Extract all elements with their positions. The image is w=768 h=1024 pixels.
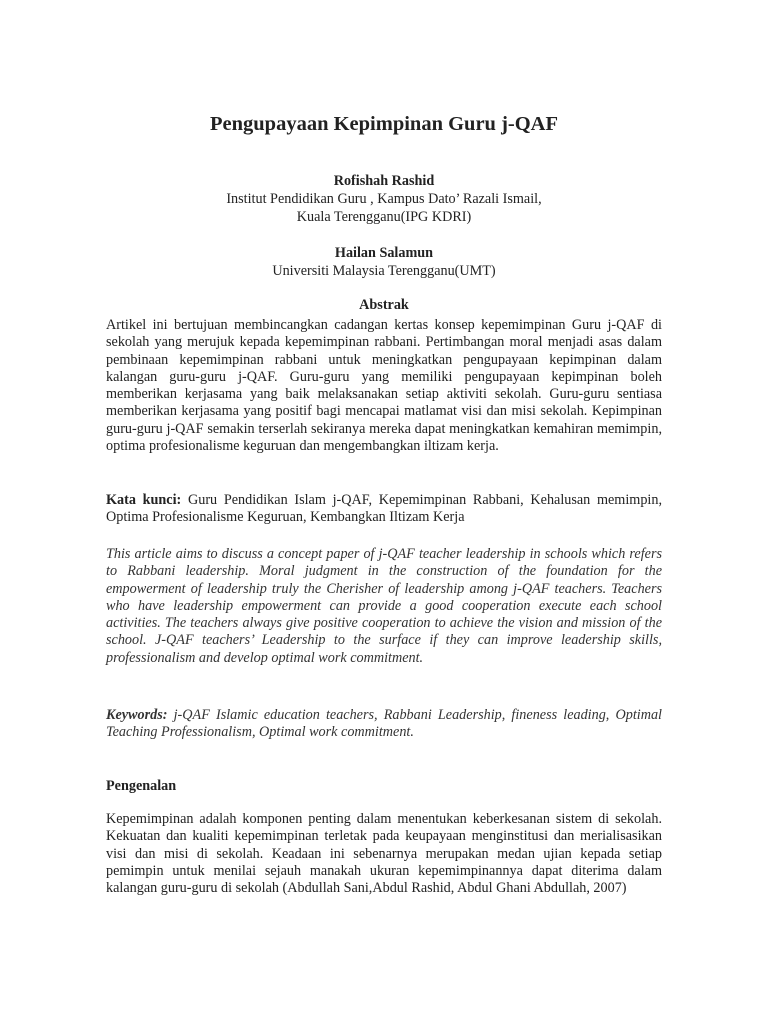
author-block-1 [0,172,768,226]
keywords-paragraph [106,707,662,742]
author-affiliation: Universiti Malaysia Terengganu(UMT) [272,263,496,279]
introduction-text: Kepemimpinan adalah komponen penting dalam menentukan keberkesanan sistem di sekolah. Kekuatan dan kualiti kepemimpinan terletak pada keupayaan menginstitusi dan merialisasikan visi dan misi di sekolah. Keadaan ini sebenarnya merupakan medan ujian kepada setiap pemimpin untuk menilai sejauh manakah ukuran kepemimpinannya dapat diterima dalam kalangan guru-guru di sekolah (Abdullah Sani,Abdul Rashid, Abdul Ghani Abdullah, 2007) [106,811,662,897]
keywords-text: j-QAF Islamic education teachers, Rabbani Leadership, fineness leading, Optimal Teaching Professionalism, Optimal work commitment. [106,707,662,741]
author-block-2 [0,244,768,280]
paper-title: Pengupayaan Kepimpinan Guru j-QAF [210,113,558,135]
author-affiliation: Institut Pendidikan Guru , Kampus Dato’ Razali Ismail, [226,191,542,207]
section-heading: Pengenalan [106,778,177,794]
author-name: Rofishah Rashid [333,173,435,189]
english-abstract: This article aims to discuss a concept paper of j-QAF teacher leadership in schools which refers to Rabbani leadership. Moral judgment in the construction of the foundation for the empowerment of leadership truly the Cherisher of leadership among j-QAF teachers. Teachers who have leadership empowerment can provide a good cooperation execute each school activities. The teachers always give positive cooperation to achieve the vision and mission of the school. J-QAF teachers’ Leadership to the surface if they can improve leadership skills, professionalism and develop optimal work commitment. [106,546,662,666]
abstract-heading: Abstrak [359,297,409,313]
kata-kunci-paragraph [106,492,662,527]
author-name: Hailan Salamun [334,245,434,261]
kata-kunci-text: Guru Pendidikan Islam j-QAF, Kepemimpinan Rabbani, Kehalusan memimpin, Optima Profesionalisme Keguruan, Kembangkan Iltizam Kerja [106,492,662,526]
author-affiliation: Kuala Terengganu(IPG KDRI) [296,209,472,225]
kata-kunci-label: Kata kunci: [106,492,182,508]
abstract-text: Artikel ini bertujuan membincangkan cadangan kertas konsep kepemimpinan Guru j-QAF di sekolah yang merujuk kepada kepemimpinan rabbani. Pertimbangan moral menjadi asas dalam pembinaan kepemimpinan rabbani untuk meningkatkan pengupayaan kepimpinan dalam kalangan guru-guru j-QAF. Guru-guru yang memiliki pengupayaan kepimpinan boleh memberikan kerjasama yang baik melaksanakan setiap aktiviti sekolah. Guru-guru sentiasa memberikan kerjasama yang positif bagi mencapai matlamat visi dan misi sekolah. Kepimpinan guru-guru j-QAF semakin terserlah sekiranya mereka dapat meningkatkan kemahiran memimpin, optima profesionalisme keguruan dan mengembangkan iltizam kerja. [106,317,662,455]
keywords-label: Keywords: [106,707,168,723]
